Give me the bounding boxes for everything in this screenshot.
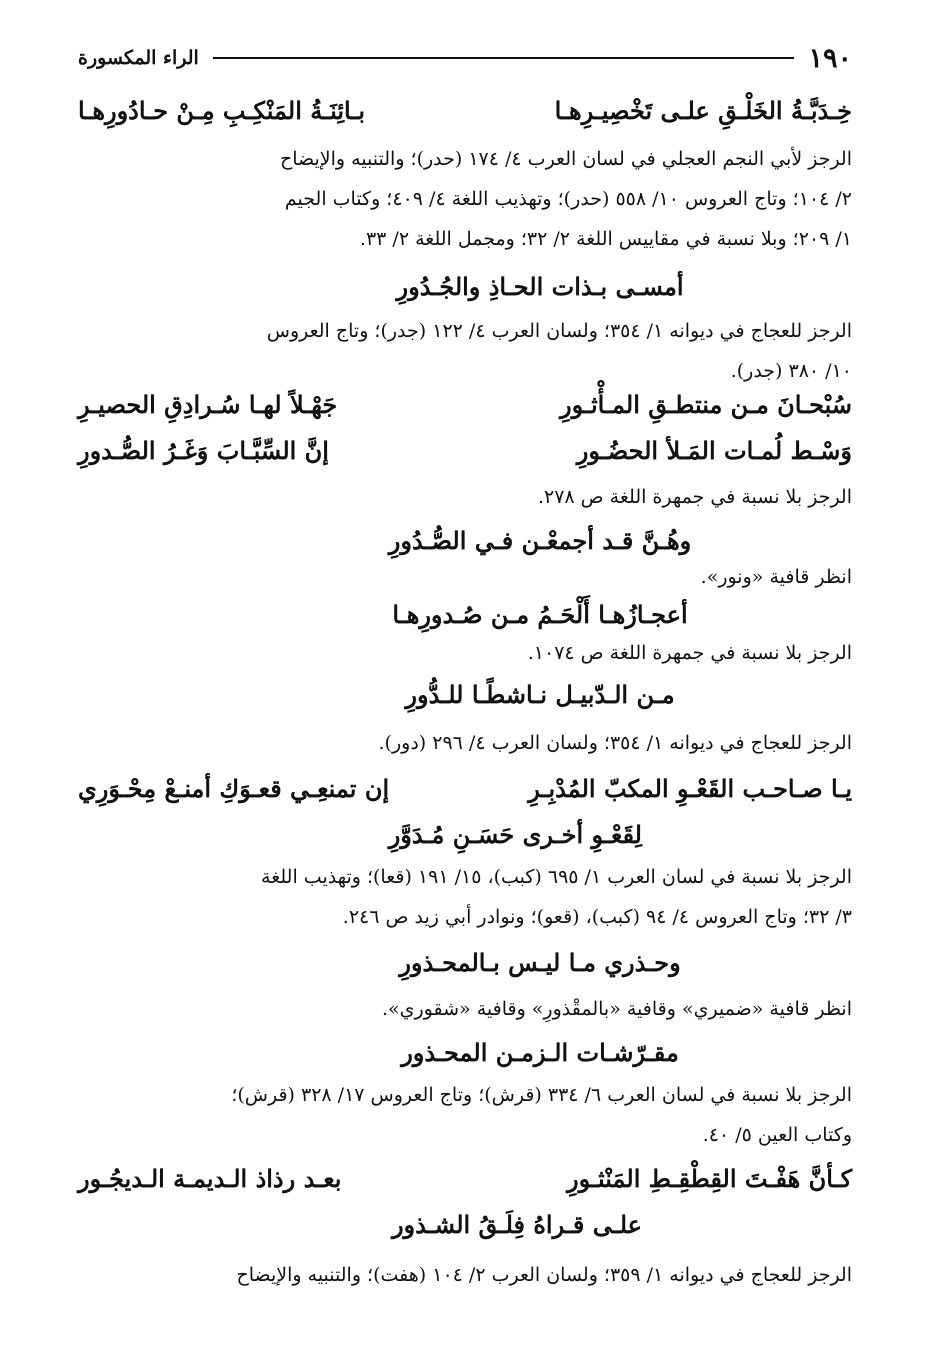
verse-line <box>78 948 852 977</box>
citation-note: الرجز لأبي النجم العجلي في لسان العرب ٤/ ١٧٤ (حدر)؛ والتنبيه والإيضاح <box>279 148 852 170</box>
citation-note: الرجز للعجاج في ديوانه ١/ ٣٥٩؛ ولسان العرب ٢/ ١٠٤ (هفت)؛ والتنبيه والإيضاح <box>236 1264 852 1286</box>
verse-line <box>78 680 852 709</box>
citation-note: الرجز بلا نسبة في جمهرة اللغة ص ١٠٧٤. <box>527 642 852 664</box>
verse-line <box>78 272 852 301</box>
citation-note: انظر قافية «ونور». <box>700 566 852 588</box>
citation-note: الرجز للعجاج في ديوانه ١/ ٣٥٤؛ ولسان العرب ٤/ ١٢٢ (جدر)؛ وتاج العروس <box>266 320 852 342</box>
verse-second-hemistich: بعـد رذاذ الـديمـة الـديجُـور <box>78 1164 342 1193</box>
verse-line <box>78 1038 852 1067</box>
verse-first-hemistich: كـأنَّ هَفْـتَ القِطْقِـطِ المَنْثـورِ <box>567 1164 852 1193</box>
verse-text: مقـرّشـات الـزمـن المحـذور <box>401 1038 679 1067</box>
verse-text: أمسـى بـذات الحـاذِ والجُـدُورِ <box>396 272 684 301</box>
verse-first-hemistich: وَسْـط لُمـات المَـلأ الحضُـورِ <box>576 436 852 465</box>
verse-line <box>78 436 852 465</box>
verse-line <box>78 390 852 419</box>
page-header <box>78 40 852 76</box>
citation-note: الرجز للعجاج في ديوانه ١/ ٣٥٤؛ ولسان العرب ٤/ ٢٩٦ (دور). <box>378 732 852 754</box>
verse-text: لِقَعْـوِ أخـرى حَسَـنِ مُـدَوَّرِ <box>388 820 642 849</box>
verse-second-hemistich: إنَّ السِّبَّـابَ وَغَـرُ الصُّـدورِ <box>78 436 329 465</box>
verse-line <box>78 96 852 125</box>
verse-line <box>78 1210 852 1239</box>
verse-second-hemistich: إن تمنعِـي قعـوَكِ أمنـعْ مِحْـوَرِي <box>78 774 390 803</box>
verse-first-hemistich: سُبْحـانَ مـن منتطـقِ المـأْثـورِ <box>559 390 852 419</box>
verse-line <box>78 600 852 629</box>
citation-note: ١/ ٢٠٩؛ وبلا نسبة في مقاييس اللغة ٢/ ٣٢؛ ومجمل اللغة ٢/ ٣٣. <box>359 228 852 250</box>
verse-text: أعجـازُهـا أَلْحَـمُ مـن صُـدورِهـا <box>392 600 688 629</box>
citation-note: ٣/ ٣٢؛ وتاج العروس ٤/ ٩٤ (كبب)، (قعو)؛ ونوادر أبي زيد ص ٢٤٦. <box>342 906 852 928</box>
header-rule <box>213 57 795 59</box>
verse-line <box>78 526 852 555</box>
citation-note: الرجز بلا نسبة في لسان العرب ١/ ٦٩٥ (كبب)، ١٥/ ١٩١ (قعا)؛ وتهذيب اللغة <box>261 866 852 888</box>
verse-text: وحـذري مـا ليـس بـالمحـذورِ <box>399 948 681 977</box>
citation-note: الرجز بلا نسبة في لسان العرب ٦/ ٣٣٤ (قرش)؛ وتاج العروس ١٧/ ٣٢٨ (قرش)؛ <box>231 1084 852 1106</box>
verse-text: وهُـنَّ قـد أجمعْـن فـي الصُّـدُورِ <box>388 526 692 555</box>
verse-text: علـى قـراهُ فِلَـقُ الشـذور <box>391 1210 642 1239</box>
verse-line <box>78 774 852 803</box>
citation-note: ٢/ ١٠٤؛ وتاج العروس ١٠/ ٥٥٨ (حدر)؛ وتهذيب اللغة ٤/ ٤٠٩؛ وكتاب الجيم <box>284 188 852 210</box>
page-number: ١٩٠ <box>808 42 852 74</box>
citation-note: انظر قافية «ضميري» وقافية «بالمقْذورِ» وقافية «شقوري». <box>381 998 852 1020</box>
verse-text: مـن الـدّبيـل نـاشطًـا للـدُّورِ <box>405 680 675 709</box>
verse-line <box>78 1164 852 1193</box>
citation-note: ١٠/ ٣٨٠ (جدر). <box>730 360 852 382</box>
verse-second-hemistich: جَهْـلاً لهـا سُـرادِقِ الحصيـرِ <box>78 390 338 419</box>
verse-line <box>78 820 852 849</box>
chapter-title: الراء المكسورة <box>78 47 199 69</box>
verse-second-hemistich: بـائِنَـةُ المَنْكِـبِ مِـنْ حـادُورِهـا <box>78 96 366 125</box>
citation-note: الرجز بلا نسبة في جمهرة اللغة ص ٢٧٨. <box>537 486 852 508</box>
verse-first-hemistich: يـا صـاحـب القَعْـوِ المكبّ المُدْبِـرِ <box>528 774 852 803</box>
citation-note: وكتاب العين ٥/ ٤٠. <box>702 1124 852 1146</box>
verse-first-hemistich: خِـدَبَّـةُ الخَلْـقِ علـى تَخْصِيـرِهـا <box>554 96 852 125</box>
